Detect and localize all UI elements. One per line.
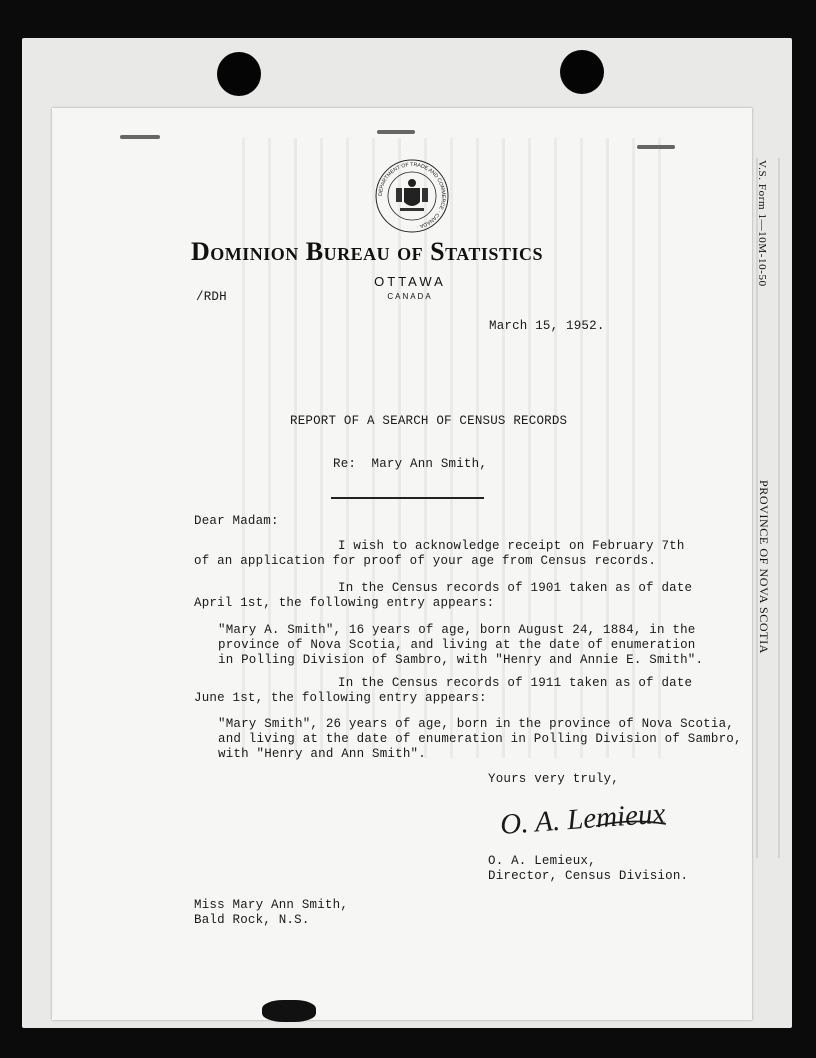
- intro-line-1: I wish to acknowledge receipt on February 7th: [338, 539, 685, 553]
- entry-1901-line-2: province of Nova Scotia, and living at the date of enumeration: [218, 638, 696, 652]
- subject-underline: [331, 497, 484, 499]
- staple-center: [377, 130, 415, 134]
- report-title: REPORT OF A SEARCH OF CENSUS RECORDS: [290, 414, 568, 428]
- staple-left: [120, 135, 160, 139]
- city-name: OTTAWA: [374, 274, 446, 289]
- bureau-name: Dominion Bureau of Statistics: [191, 237, 543, 266]
- country-name: CANADA: [387, 292, 433, 301]
- entry-1901-line-3: in Polling Division of Sambro, with "Henry and Annie E. Smith".: [218, 653, 704, 667]
- signatory-title: Director, Census Division.: [488, 869, 689, 883]
- addressee-name: Miss Mary Ann Smith,: [194, 898, 349, 912]
- addressee-address: Bald Rock, N.S.: [194, 913, 310, 927]
- entry-1911-line-1: "Mary Smith", 26 years of age, born in the province of Nova Scotia,: [218, 717, 734, 731]
- paper-clip-shadow: [262, 1000, 316, 1022]
- handwritten-signature: [496, 796, 676, 842]
- seal-text: DEPARTMENT OF TRADE AND COMMERCE · CANADA ·: [377, 161, 447, 230]
- department-seal-icon: [374, 158, 450, 234]
- signature-script: O. A. Lemieux: [499, 797, 667, 841]
- intro-line-2: of an application for proof of your age from Census records.: [194, 554, 657, 568]
- reference-code: /RDH: [196, 290, 227, 304]
- staple-right: [637, 145, 675, 149]
- census-1901-line-2: April 1st, the following entry appears:: [194, 596, 495, 610]
- punch-hole-left: [217, 52, 261, 96]
- salutation: Dear Madam:: [194, 514, 279, 528]
- letter-page: [52, 108, 752, 1020]
- census-1901-line-1: In the Census records of 1901 taken as of date: [338, 581, 693, 595]
- census-1911-line-2: June 1st, the following entry appears:: [194, 691, 487, 705]
- census-1911-line-1: In the Census records of 1911 taken as of date: [338, 676, 693, 690]
- entry-1911-line-2: and living at the date of enumeration in Polling Division of Sambro,: [218, 732, 742, 746]
- letter-date: March 15, 1952.: [489, 319, 605, 333]
- form-number: V.S. Form 1—10M-10-50: [756, 160, 768, 287]
- entry-1901-line-1: "Mary A. Smith", 16 years of age, born August 24, 1884, in the: [218, 623, 696, 637]
- province-label: PROVINCE OF NOVA SCOTIA: [757, 480, 771, 654]
- subject-line: Re: Mary Ann Smith,: [333, 457, 488, 471]
- punch-hole-right: [560, 50, 604, 94]
- signatory-name: O. A. Lemieux,: [488, 854, 596, 868]
- entry-1911-line-3: with "Henry and Ann Smith".: [218, 747, 426, 761]
- closing: Yours very truly,: [488, 772, 619, 786]
